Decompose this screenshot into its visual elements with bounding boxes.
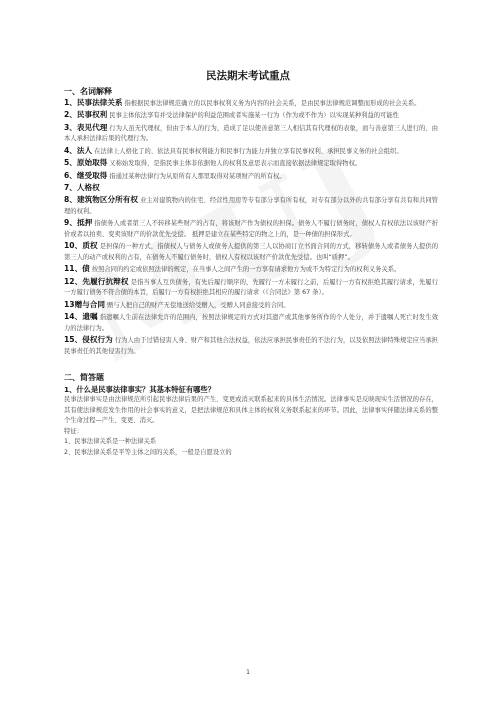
term-item bbox=[64, 241, 438, 263]
term-item bbox=[64, 183, 438, 195]
feature-item: 1、民事法律关系是一种法律关系 bbox=[64, 438, 157, 446]
term-definition: 指债务人或者第三人不转移某些财产的占有，将该财产作为债权的担保。债务人不履行债务时，债权人有权依法以该财产折价或者以拍卖、变卖该财产的价款优先受偿。 抵押是建立在某些特定的物之上的，是一种债的担保形式。 bbox=[64, 220, 438, 238]
term-item bbox=[64, 98, 438, 110]
answer-paragraph: 民事法律事实是由法律规范所引起民事法律后果的产生、变更或消灭联系起来的具体生活情况。法律事实是反映现实生活情况的存在，其有使法律规范发生作用的社会事实的意义，是把法律规范和具体主体的权利义务联系起来的环节。因此，法律事实伴随法律关系的整个生命过程—产生、变更、消灭。 bbox=[64, 396, 438, 425]
term-label: 9、抵押 bbox=[64, 218, 93, 228]
term-definition: 指遗嘱人生前在法律允许的范围内，按照法律规定的方式对其遗产或其他事务所作的个人处分，并于遗嘱人死亡时发生效力的法律行为。 bbox=[64, 314, 438, 332]
term-definition: 行为人虽无代理权，但由于本人的行为，造成了足以使善意第三人相信其有代理权的表象，而与善意第三人进行的、由本人承担法律后果的代理行为。 bbox=[64, 124, 438, 143]
page-title: 民法期末考试重点 bbox=[206, 70, 290, 82]
term-definition: 赠与人把自己的财产无偿地送给受赠人，受赠人同意接受的合同。 bbox=[106, 301, 290, 309]
term-item bbox=[64, 123, 438, 145]
feature-item: 2、民事法律关系是平等主体之间的关系，一般是自愿设立的 bbox=[64, 448, 232, 456]
section-spacer bbox=[64, 358, 438, 369]
section-heading-terms: 一、名词解释 bbox=[64, 86, 112, 96]
question: 1、什么是民事法律事实？其基本特征有哪些？ bbox=[64, 385, 216, 395]
term-label: 7、人格权 bbox=[64, 182, 100, 192]
term-definition: 是指当事人互负债务，有先后履行顺序的，先履行一方未履行之前，后履行一方有权拒绝其履行请求，先履行一方履行债务不符合债的本旨，后履行一方有权拒绝其相应的履行请求（《合同法》第 67 条）。 bbox=[64, 278, 438, 297]
term-item bbox=[64, 264, 438, 276]
term-definition: 在法律上人格化了的、依法具有民事权利能力和民事行为能力并独立享有民事权利、承担民事义务的社会组织。 bbox=[94, 147, 403, 155]
document-body bbox=[64, 83, 438, 459]
term-definition: 按照合同的约定或依照法律的规定，在当事人之间产生的一方享有请求他方为或不为特定行为的权利义务关系。 bbox=[91, 266, 401, 274]
features-label: 特征： bbox=[64, 427, 83, 435]
term-label: 1、民事法律关系 bbox=[64, 98, 123, 107]
page-number: 1 bbox=[246, 669, 250, 676]
term-label: 4、法人 bbox=[64, 145, 93, 155]
term-definition: 又称始发取得，是指民事主体非依据他人的权利及意思表示而直接依据法律规定取得物权。 bbox=[109, 160, 362, 168]
term-label: 5、原始取得 bbox=[64, 158, 108, 168]
term-label: 8、建筑物区分所有权 bbox=[64, 195, 139, 205]
term-definition: 业主对建筑物内的住宅、经营性用房等专有部分享有所有权，对专有部分以外的共有部分享有共有和共同管理的权利。 bbox=[64, 197, 438, 215]
term-label: 3、表见代理 bbox=[64, 122, 108, 132]
term-label: 2、民事权利 bbox=[64, 110, 108, 120]
term-definition: 指根据民事法律规范确立的以民事权利义务为内容的社会关系，是由民事法律规范调整而形成的社会关系。 bbox=[124, 100, 421, 107]
term-label: 12、先履行抗辩权 bbox=[64, 276, 129, 286]
term-item bbox=[64, 218, 438, 240]
term-item bbox=[64, 312, 438, 334]
term-definition: 民事主体依法享有并受法律保护的利益范围或者实施某一行为（作为或不作为）以实现某种利益的可能性 bbox=[109, 112, 399, 120]
term-item bbox=[64, 195, 438, 217]
term-item bbox=[64, 335, 438, 357]
term-label: 13赠与合同 bbox=[64, 299, 105, 309]
term-item bbox=[64, 300, 438, 312]
term-definition: 是担保的一种方式，指债权人与债务人或债务人提供的第三人以协商订立书面合同的方式，移转债务人或者债务人提供的第三人的动产或权利的占有，在债务人不履行债务时，债权人有权以该财产价款优先受偿。也叫“质押”。 bbox=[64, 243, 438, 261]
term-label: 15、侵权行为 bbox=[64, 335, 113, 345]
term-label: 10、质权 bbox=[64, 241, 98, 251]
term-definition: 指通过某种法律行为从原所有人那里取得对某项财产的所有权。 bbox=[109, 172, 286, 180]
term-item bbox=[64, 277, 438, 299]
term-definition: 行为人由于过错侵害人身、财产和其他合法权益，依法应承担民事责任的不法行为，以及依照法律特殊规定应当承担民事责任的其他侵害行为。 bbox=[64, 337, 438, 355]
term-label: 14、遗嘱 bbox=[64, 312, 98, 322]
term-item bbox=[64, 171, 438, 183]
term-item bbox=[64, 146, 438, 158]
section-heading-short-answer: 二、简答题 bbox=[64, 372, 104, 383]
term-label: 6、继受取得 bbox=[64, 170, 108, 180]
term-item bbox=[64, 110, 438, 122]
term-item bbox=[64, 158, 438, 170]
term-list bbox=[64, 98, 438, 357]
term-label: 11、债 bbox=[64, 264, 90, 274]
